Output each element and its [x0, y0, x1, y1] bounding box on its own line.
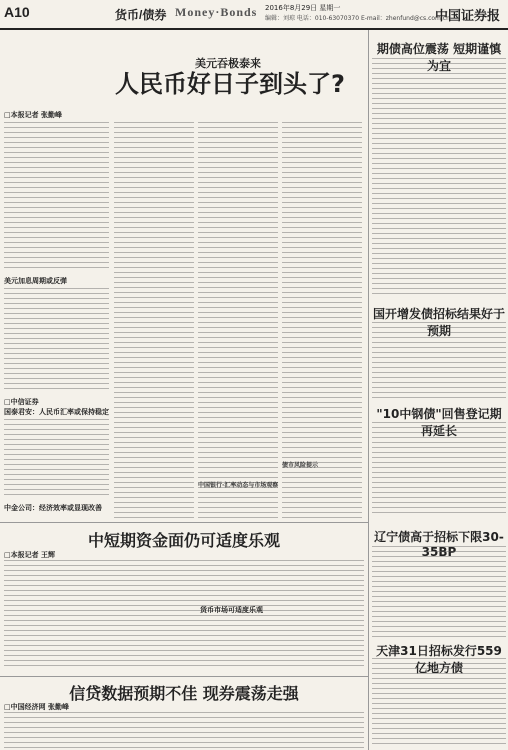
lead-col-1 — [4, 122, 109, 272]
right-mid-title: 国开增发债招标结果好于预期 — [372, 307, 505, 338]
lead-subhead-3: 国泰君安：人民币汇率或保持稳定 — [4, 408, 109, 416]
lead-headline: 人民币好日子到头了? — [115, 70, 345, 98]
lead-col-3 — [198, 122, 278, 520]
right-bottom1-body — [372, 546, 506, 641]
section-english: Money·Bonds — [175, 5, 258, 19]
lead-subhead-2: □中信证券 — [4, 398, 39, 406]
side-caption: 中国银行·汇率动态与市场观察 — [198, 482, 279, 489]
middle-band-subhead: 货币市场可适度乐观 — [200, 606, 263, 614]
right-top-body — [372, 58, 506, 298]
right-low-body — [372, 422, 506, 517]
middle-band-byline: □本报记者 王辉 — [4, 551, 56, 559]
lead-byline: □本报记者 张勤峰 — [4, 111, 63, 119]
bottom-band-byline: □中国经济网 张勤峰 — [4, 703, 70, 711]
lead-subhead-1: 美元加息周期或反弹 — [4, 277, 67, 285]
lead-subhead-4: 中金公司：经济效率或显现改善 — [4, 504, 102, 512]
editor-info: 编辑：刘琼 电话：010-63070370 E-mail：zhenfund@cs.com.cn — [265, 15, 450, 22]
lead-col-2 — [114, 122, 194, 520]
page-header — [0, 0, 508, 30]
masthead: 中国证券报 — [434, 8, 500, 23]
section-name: 货币/债券 — [115, 8, 167, 22]
lead-kicker: 美元吞极泰来 — [195, 58, 261, 70]
column-rule — [368, 30, 369, 750]
page-number: A10 — [4, 4, 30, 20]
right-low-title: "10中钢债"回售登记期再延长 — [376, 407, 502, 438]
bottom-band-body — [4, 712, 364, 748]
middle-band-title: 中短期资金面仍可适度乐观 — [87, 531, 280, 550]
bond-caption: 债市风险提示 — [282, 462, 319, 469]
lead-col-1c — [4, 419, 109, 499]
bottom-band-title: 信贷数据预期不佳 现券震荡走强 — [69, 684, 299, 703]
right-bottom2-body — [372, 658, 506, 748]
publication-date: 2016年8月29日 星期一 — [265, 4, 341, 12]
right-top-title: 期债高位震荡 短期谨慎为宜 — [376, 42, 502, 73]
right-bottom2-title: 天津31日招标发行559亿地方债 — [376, 644, 502, 675]
right-bottom1-title: 辽宁债高于招标下限30-35BP — [374, 530, 504, 559]
lead-col-1b — [4, 288, 109, 393]
band-rule-1 — [0, 522, 368, 523]
middle-band-body — [4, 560, 364, 670]
right-mid-body — [372, 322, 506, 402]
band-rule-2 — [0, 676, 368, 677]
